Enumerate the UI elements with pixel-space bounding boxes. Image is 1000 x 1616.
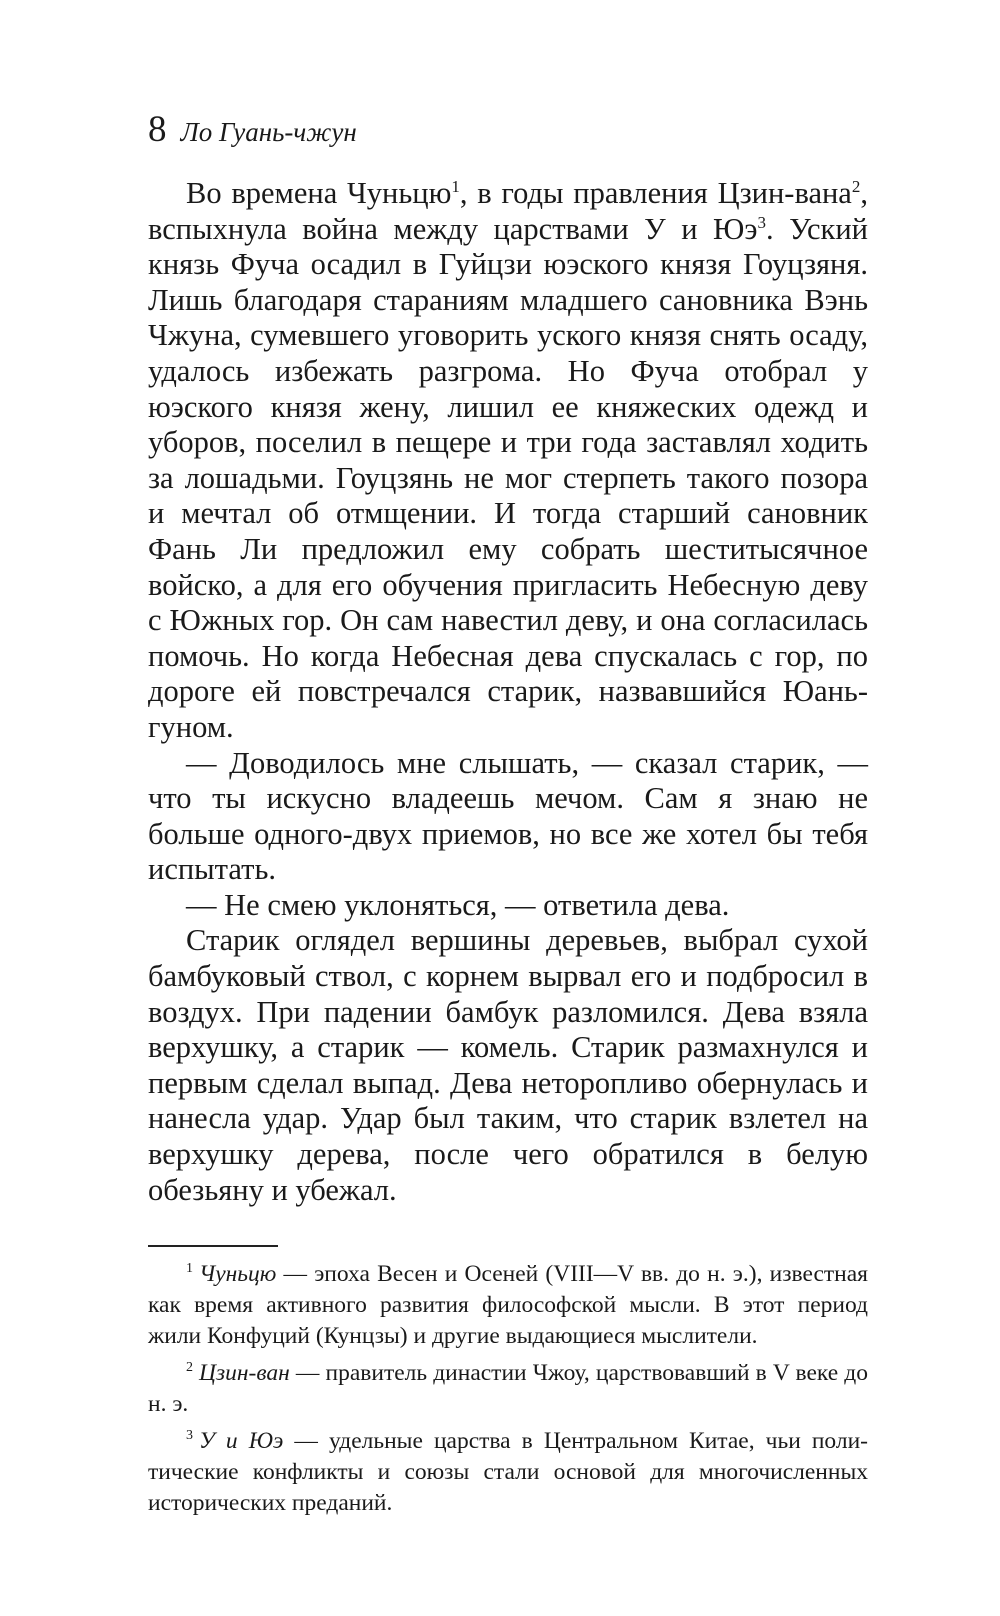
footnote-text: — правитель династии Чжоу, царствовавший в V веке до н. э. xyxy=(148,1360,868,1418)
footnote xyxy=(148,1358,868,1420)
paragraph-text: , в годы правления Цзин-вана xyxy=(459,176,852,210)
footnote-text: — эпоха Весен и Осеней (VIII—V вв. до н. э.), известная как время активного развития философской мысли. В этот период жили Конфуций (Кунцзы) и другие выдающиеся мыслители. xyxy=(148,1261,868,1350)
paragraph-text: , вспыхнула война между царствами У и Юэ xyxy=(148,176,868,246)
paragraph xyxy=(148,176,868,746)
footnote-ref: 3 xyxy=(757,212,766,232)
book-page xyxy=(148,108,868,1525)
page-number: 8 xyxy=(148,109,167,150)
footnote-term: Чуньцю xyxy=(199,1261,277,1288)
paragraph: Старик оглядел вершины деревьев, выбрал сухой бамбуковый ствол, с корнем вырвал его и подбросил в воздух. При падении бамбук разломился. Дева взяла верхушку, а старик — комель. Старик размахнулся и первым сделал выпад. Дева неторопливо обернулась и нанесла удар. Удар был таким, что старик взлетел на верхушку дерева, после чего обратился в белую обезьяну и убежал. xyxy=(148,923,868,1207)
paragraph-text: Во времена Чуньцю xyxy=(186,176,452,210)
footnote-term: Цзин-ван xyxy=(199,1360,290,1387)
footnote xyxy=(148,1259,868,1352)
footnote-number: 1 xyxy=(186,1261,193,1277)
footnote-divider xyxy=(148,1245,278,1247)
main-text xyxy=(148,176,868,1208)
running-title: Ло Гуань-чжун xyxy=(180,117,357,147)
running-head xyxy=(148,108,868,152)
paragraph: — Не смею уклоняться, — ответила дева. xyxy=(186,887,730,922)
footnote-term: У и Юэ xyxy=(199,1428,284,1455)
paragraph: — Доводилось мне слышать, — сказал старик, — что ты искусно владеешь мечом. Сам я знаю не больше одного-двух приемов, но все же хотел бы тебя испытать. xyxy=(148,745,868,887)
footnote-number: 3 xyxy=(186,1428,193,1444)
paragraph-text: . Уский князь Фуча осадил в Гуйцзи юэского князя Гоуцзяня. Лишь благодаря стараниям младшего сановника Вэнь Чжуна, сумевшего уговорить уского князя снять осаду, удалось избежать разгрома. Но Фуча отобрал у юэского князя жену, лишил ее княжеских одежд и уборов, поселил в пещере и три года заставлял ходить за лошадьми. Гоуцзянь не мог стерпеть такого позора и мечтал об отмщении. И тогда старший сановник Фань Ли предложил ему собрать шеститысячное войско, а для его обучения пригласить Небесную деву с Южных гор. Он сам навестил деву, и она согласилась помочь. Но когда Небесная дева спускалась с гор, по дороге ей повстречался старик, назвавшийся Юань-гуном. xyxy=(148,211,868,744)
footnotes xyxy=(148,1259,868,1519)
footnote-text: — удельные царства в Центральном Китае, чьи политические конфликты и союзы стали основой для многочисленных исторических преданий. xyxy=(148,1428,868,1517)
footnote-ref: 2 xyxy=(851,176,861,196)
footnote-ref: 1 xyxy=(451,176,460,196)
footnote-number: 2 xyxy=(186,1360,193,1376)
footnote xyxy=(148,1426,868,1519)
